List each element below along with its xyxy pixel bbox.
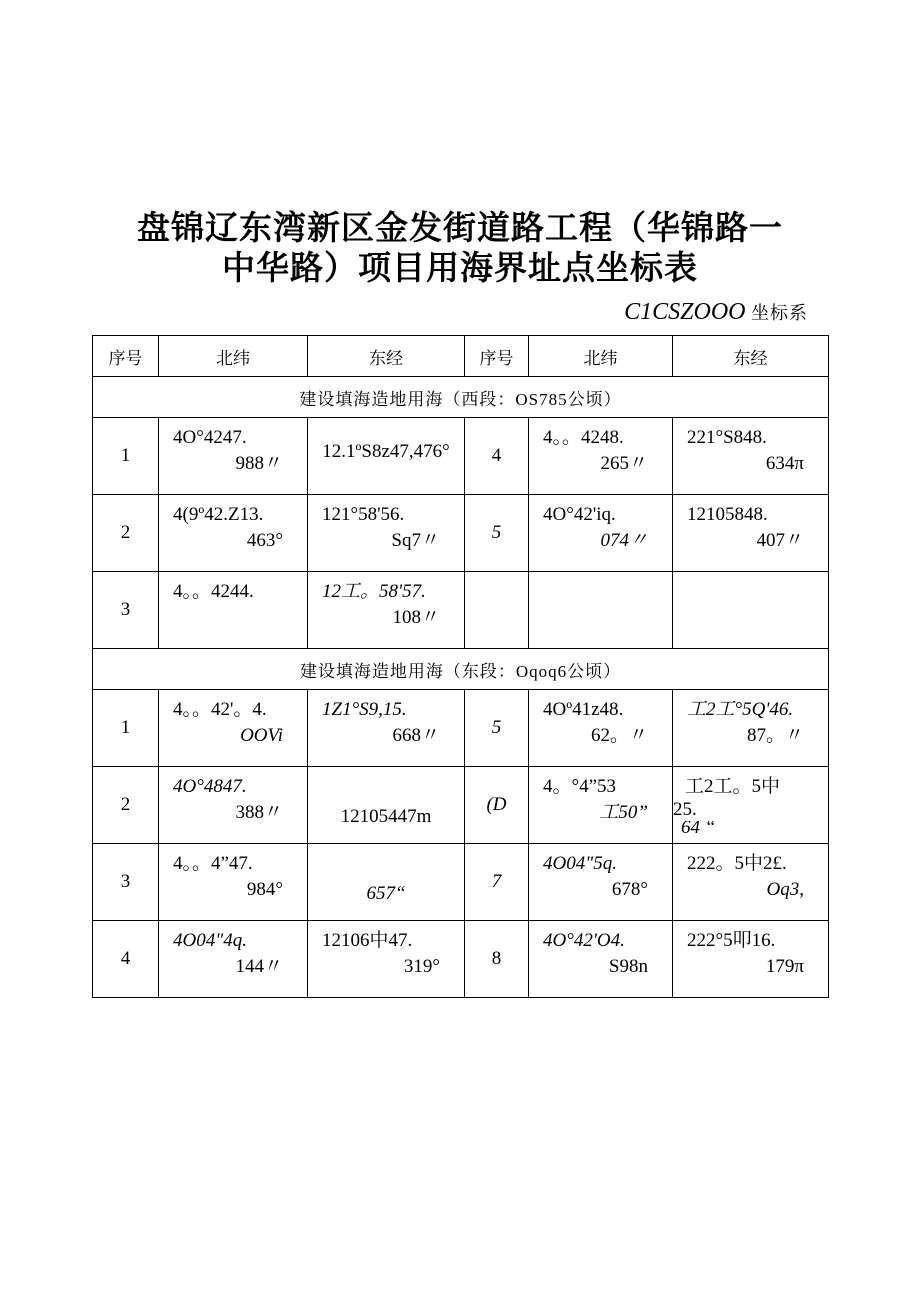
lat-cell: 4。。4244. <box>159 572 308 649</box>
empty-cell <box>529 572 673 649</box>
seq-cell: 3 <box>93 844 159 921</box>
lat-cell: 4。°4”53 工50” <box>529 767 673 844</box>
lon-cell: 12105848. 407〃 <box>673 495 829 572</box>
coordinate-system-name: C1CSZOOO <box>624 299 746 325</box>
section-title-east: 建设填海造地用海（东段：Oqoq6公顷） <box>93 649 829 690</box>
lat-cell: 4。。42'。4. OOVi <box>159 690 308 767</box>
lat-cell: 4。。4248. 265〃 <box>529 418 673 495</box>
lon-cell: 12.1ºS8z47,476° <box>308 418 465 495</box>
section-title-west: 建设填海造地用海（西段：OS785公顷） <box>93 377 829 418</box>
section-row-east <box>93 649 829 690</box>
document-title-line2: 中华路）项目用海界址点坐标表 <box>222 248 698 287</box>
empty-cell <box>465 572 529 649</box>
seq-cell: 4 <box>93 921 159 998</box>
header-lon-left: 东经 <box>308 336 465 377</box>
table-row <box>93 572 829 649</box>
seq-cell: 1 <box>93 690 159 767</box>
header-lat-left: 北纬 <box>159 336 308 377</box>
lat-cell: 4O°42'iq. 074〃 <box>529 495 673 572</box>
seq-cell: 1 <box>93 418 159 495</box>
lat-cell: 4Oº41z48. 62。〃 <box>529 690 673 767</box>
table-row <box>93 690 829 767</box>
lon-cell: 1Z1°S9,15. 668〃 <box>308 690 465 767</box>
document-title-line1: 盘锦辽东湾新区金发街道路工程（华锦路一 <box>137 208 783 247</box>
lon-cell: 657“ <box>308 844 465 921</box>
lon-cell: 12106中47. 319° <box>308 921 465 998</box>
table-row <box>93 767 829 844</box>
seq-cell: (D <box>465 767 529 844</box>
lat-cell: 4O04"4q. 144〃 <box>159 921 308 998</box>
seq-cell: 3 <box>93 572 159 649</box>
lat-cell: 4O°42'O4. S98n <box>529 921 673 998</box>
boundary-point-table <box>92 335 829 998</box>
lon-cell: 121°58'56. Sq7〃 <box>308 495 465 572</box>
seq-cell: 5 <box>465 495 529 572</box>
header-lat-right: 北纬 <box>529 336 673 377</box>
lat-cell: 4O°4847. 388〃 <box>159 767 308 844</box>
header-lon-right: 东经 <box>673 336 829 377</box>
lon-cell: 工2工。5中 25. 64 “ <box>673 767 829 844</box>
table-row <box>93 418 829 495</box>
seq-cell: 7 <box>465 844 529 921</box>
table-header-row <box>93 336 829 377</box>
seq-cell: 8 <box>465 921 529 998</box>
section-row-west <box>93 377 829 418</box>
lon-cell: 222°5叩16. 179π <box>673 921 829 998</box>
table-row <box>93 921 829 998</box>
lat-cell: 4O04"5q. 678° <box>529 844 673 921</box>
seq-cell: 5 <box>465 690 529 767</box>
seq-cell: 2 <box>93 767 159 844</box>
seq-cell: 2 <box>93 495 159 572</box>
empty-cell <box>673 572 829 649</box>
seq-cell: 4 <box>465 418 529 495</box>
header-seq-left: 序号 <box>93 336 159 377</box>
lon-cell: 12105447m <box>308 767 465 844</box>
table-row <box>93 844 829 921</box>
lon-cell: 工2工°5Q'46. 87。〃 <box>673 690 829 767</box>
lon-cell: 12工。58'57. 108〃 <box>308 572 465 649</box>
table-row <box>93 495 829 572</box>
lon-cell: 221°S848. 634π <box>673 418 829 495</box>
coordinate-system-label <box>624 298 808 328</box>
coordinate-system-suffix: 坐标系 <box>751 303 808 324</box>
lat-cell: 4O°4247. 988〃 <box>159 418 308 495</box>
lat-cell: 4。。4”47. 984° <box>159 844 308 921</box>
lat-cell: 4(9º42.Z13. 463° <box>159 495 308 572</box>
header-seq-right: 序号 <box>465 336 529 377</box>
lon-cell: 222。5中2£. Oq3, <box>673 844 829 921</box>
